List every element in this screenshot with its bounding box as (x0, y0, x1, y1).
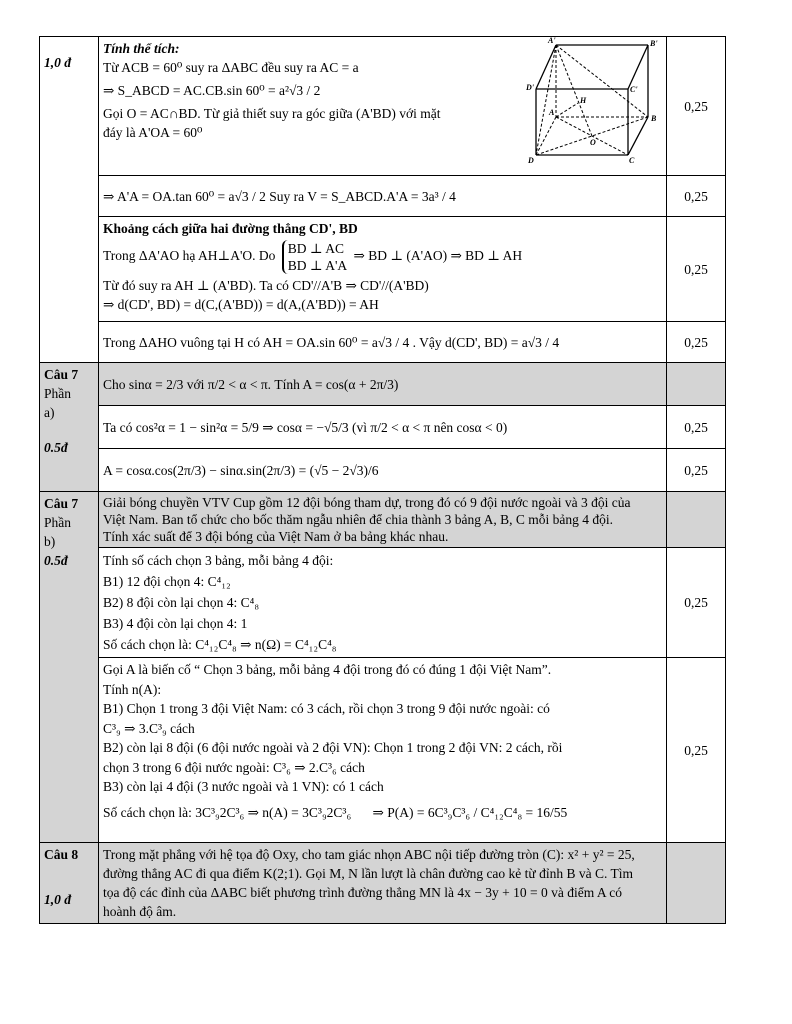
content-cell (99, 217, 667, 322)
point-label: B (651, 114, 657, 123)
content-line: đáy là A'OA = 60⁰ (103, 125, 203, 140)
score-cell (40, 492, 99, 843)
points-cell (667, 492, 726, 548)
table-row (40, 176, 726, 217)
points-cell: 0,25 (667, 548, 726, 658)
table-row (40, 492, 726, 548)
content-line: chọn 3 trong 6 đội nước ngoài: C³₆ ⇒ 2.C³₆ cách (103, 759, 365, 775)
score-label: 0.5đ (44, 553, 68, 568)
cube-figure (526, 37, 666, 167)
question-cell (99, 363, 667, 406)
content-line: Ta có cos²α = 1 − sin²α = 5/9 ⇒ cosα = −√5/3 (vì π/2 < α < π nên cosα < 0) (103, 419, 508, 435)
system-line: BD ⊥ AC (287, 241, 344, 256)
points-cell: 0,25 (667, 37, 726, 176)
points-cell (667, 363, 726, 406)
section-title: Khoảng cách giữa hai đường thẳng CD', BD (103, 221, 358, 236)
points-cell: 0,25 (667, 217, 726, 322)
system-line: BD ⊥ A'A (287, 258, 348, 273)
points-cell: 0,25 (667, 176, 726, 217)
question-cell (99, 843, 667, 924)
text-fragment: ⇒ P(A) = 6C³₉C³₆ / C⁴₁₂C⁴₈ = 16/55 (372, 804, 568, 820)
content-line: Gọi O = AC∩BD. Từ giả thiết suy ra góc giữa (A'BD) với mặt (103, 106, 441, 121)
content-line: B3) còn lại 4 đội (3 nước ngoài và 1 VN): có 1 cách (103, 779, 384, 794)
content-line: B1) Chọn 1 trong 3 đội Việt Nam: có 3 cách, rồi chọn 3 trong 9 đội nước ngoài: có (103, 701, 550, 716)
content-cell (99, 406, 667, 449)
content-cell (99, 449, 667, 492)
question-number: Câu 7 (44, 367, 79, 382)
text-fragment: Số cách chọn là: 3C³₉2C³₆ ⇒ n(A) = 3C³₉2C³₆ (103, 804, 352, 820)
table-row (40, 658, 726, 843)
part-word: Phần (44, 386, 71, 401)
points-cell: 0,25 (667, 406, 726, 449)
content-line: ⇒ A'A = OA.tan 60⁰ = a√3 / 2 Suy ra V = S_ABCD.A'A = 3a³ / 4 (103, 188, 456, 204)
answer-table (39, 36, 726, 924)
points-cell: 0,25 (667, 449, 726, 492)
content-line: B2) còn lại 8 đội (6 đội nước ngoài và 2 đội VN): Chọn 1 trong 2 đội VN: 2 cách, rồi (103, 740, 563, 755)
part-label: a) (44, 405, 55, 420)
part-label: b) (44, 534, 56, 549)
question-line: tọa độ các đỉnh của ΔABC biết phương trình đường thẳng MN là 4x − 3y + 10 = 0 và điểm A có (103, 885, 622, 900)
question-line: Việt Nam. Ban tổ chức cho bốc thăm ngẫu nhiên để chia thành 3 bảng A, B, C mỗi bảng 4 đội. (103, 512, 614, 527)
content-line: B1) 12 đội chọn 4: C⁴₁₂ (103, 574, 231, 589)
table-row (40, 217, 726, 322)
content-line: Tính số cách chọn 3 bảng, mỗi bảng 4 đội: (103, 553, 334, 568)
point-label: H (580, 96, 587, 105)
content-line: Tính n(A): (103, 681, 162, 697)
question-line: hoành độ âm. (103, 904, 177, 919)
content-line: Số cách chọn là: C⁴₁₂C⁴₈ ⇒ n(Ω) = C⁴₁₂C⁴₈ (103, 637, 337, 652)
part-word: Phần (44, 515, 71, 530)
text-fragment: Trong ΔA'AO hạ AH⊥A'O. Do (103, 248, 276, 264)
content-line: Gọi A là biến cố “ Chọn 3 bảng, mỗi bảng 4 đội trong đó có đúng 1 đội Việt Nam”. (103, 662, 552, 677)
table-row (40, 843, 726, 924)
content-line: Trong ΔAHO vuông tại H có AH = OA.sin 60⁰ = a√3 / 4 . Vậy d(CD', BD) = a√3 / 4 (103, 334, 560, 350)
score-cell (40, 363, 99, 492)
content-cell (99, 176, 667, 217)
score-label: 1,0 đ (44, 892, 71, 907)
point-label: D' (526, 83, 534, 92)
question-line: Tính xác suất để 3 đội bóng của Việt Nam ở ba bảng khác nhau. (103, 529, 449, 544)
question-line: đường thẳng AC đi qua điểm K(2;1). Gọi M, N lần lượt là chân đường cao kẻ từ đỉnh B và C. Tìm (103, 866, 633, 881)
table-row (40, 322, 726, 363)
points-cell: 0,25 (667, 322, 726, 363)
table-row (40, 37, 726, 176)
score-label: 1,0 đ (44, 55, 71, 70)
point-label: B' (650, 39, 658, 48)
point-label: A' (548, 37, 556, 45)
point-label: D (528, 156, 534, 165)
content-line (103, 803, 662, 823)
system-brace (282, 240, 347, 274)
content-line: C³₉ ⇒ 3.C³₉ cách (103, 720, 195, 736)
score-label: 0.5đ (44, 440, 68, 455)
question-text: Cho sinα = 2/3 với π/2 < α < π. Tính A = cos(α + 2π/3) (103, 376, 399, 392)
score-cell (40, 843, 99, 924)
point-label: O (590, 138, 596, 147)
question-number: Câu 7 (44, 496, 79, 511)
table-row (40, 363, 726, 406)
question-line: Giải bóng chuyền VTV Cup gồm 12 đội bóng tham dự, trong đó có 9 đội nước ngoài và 3 đội của (103, 495, 631, 510)
point-label: C (629, 156, 635, 165)
content-line: B3) 4 đội còn lại chọn 4: 1 (103, 616, 248, 631)
table-row (40, 548, 726, 658)
content-cell (99, 322, 667, 363)
question-line: Trong mặt phẳng với hệ tọa độ Oxy, cho tam giác nhọn ABC nội tiếp đường tròn (C): x² + y² = 25, (103, 847, 635, 862)
content-line (103, 240, 662, 274)
points-cell (667, 843, 726, 924)
content-line: Từ ACB = 60⁰ suy ra ΔABC đều suy ra AC = a (103, 60, 359, 75)
text-fragment: ⇒ BD ⊥ (A'AO) ⇒ BD ⊥ AH (353, 248, 523, 264)
point-label: A (549, 108, 555, 117)
content-line: A = cosα.cos(2π/3) − sinα.sin(2π/3) = (√5 − 2√3)/6 (103, 462, 379, 478)
content-line: Từ đó suy ra AH ⊥ (A'BD). Ta có CD'//A'B ⇒ CD'//(A'BD) (103, 278, 429, 293)
content-cell (99, 37, 667, 176)
points-cell: 0,25 (667, 658, 726, 843)
section-title: Tính thể tích: (103, 41, 180, 56)
question-number: Câu 8 (44, 847, 79, 862)
content-line: ⇒ d(CD', BD) = d(C,(A'BD)) = d(A,(A'BD)) = AH (103, 297, 379, 312)
score-cell (40, 37, 99, 363)
table-row (40, 449, 726, 492)
point-label: C' (630, 85, 638, 94)
content-line: ⇒ S_ABCD = AC.CB.sin 60⁰ = a²√3 / 2 (103, 83, 321, 98)
table-row (40, 406, 726, 449)
question-cell (99, 492, 667, 548)
content-line: B2) 8 đội còn lại chọn 4: C⁴₈ (103, 595, 260, 610)
content-cell (99, 658, 667, 843)
content-cell (99, 548, 667, 658)
